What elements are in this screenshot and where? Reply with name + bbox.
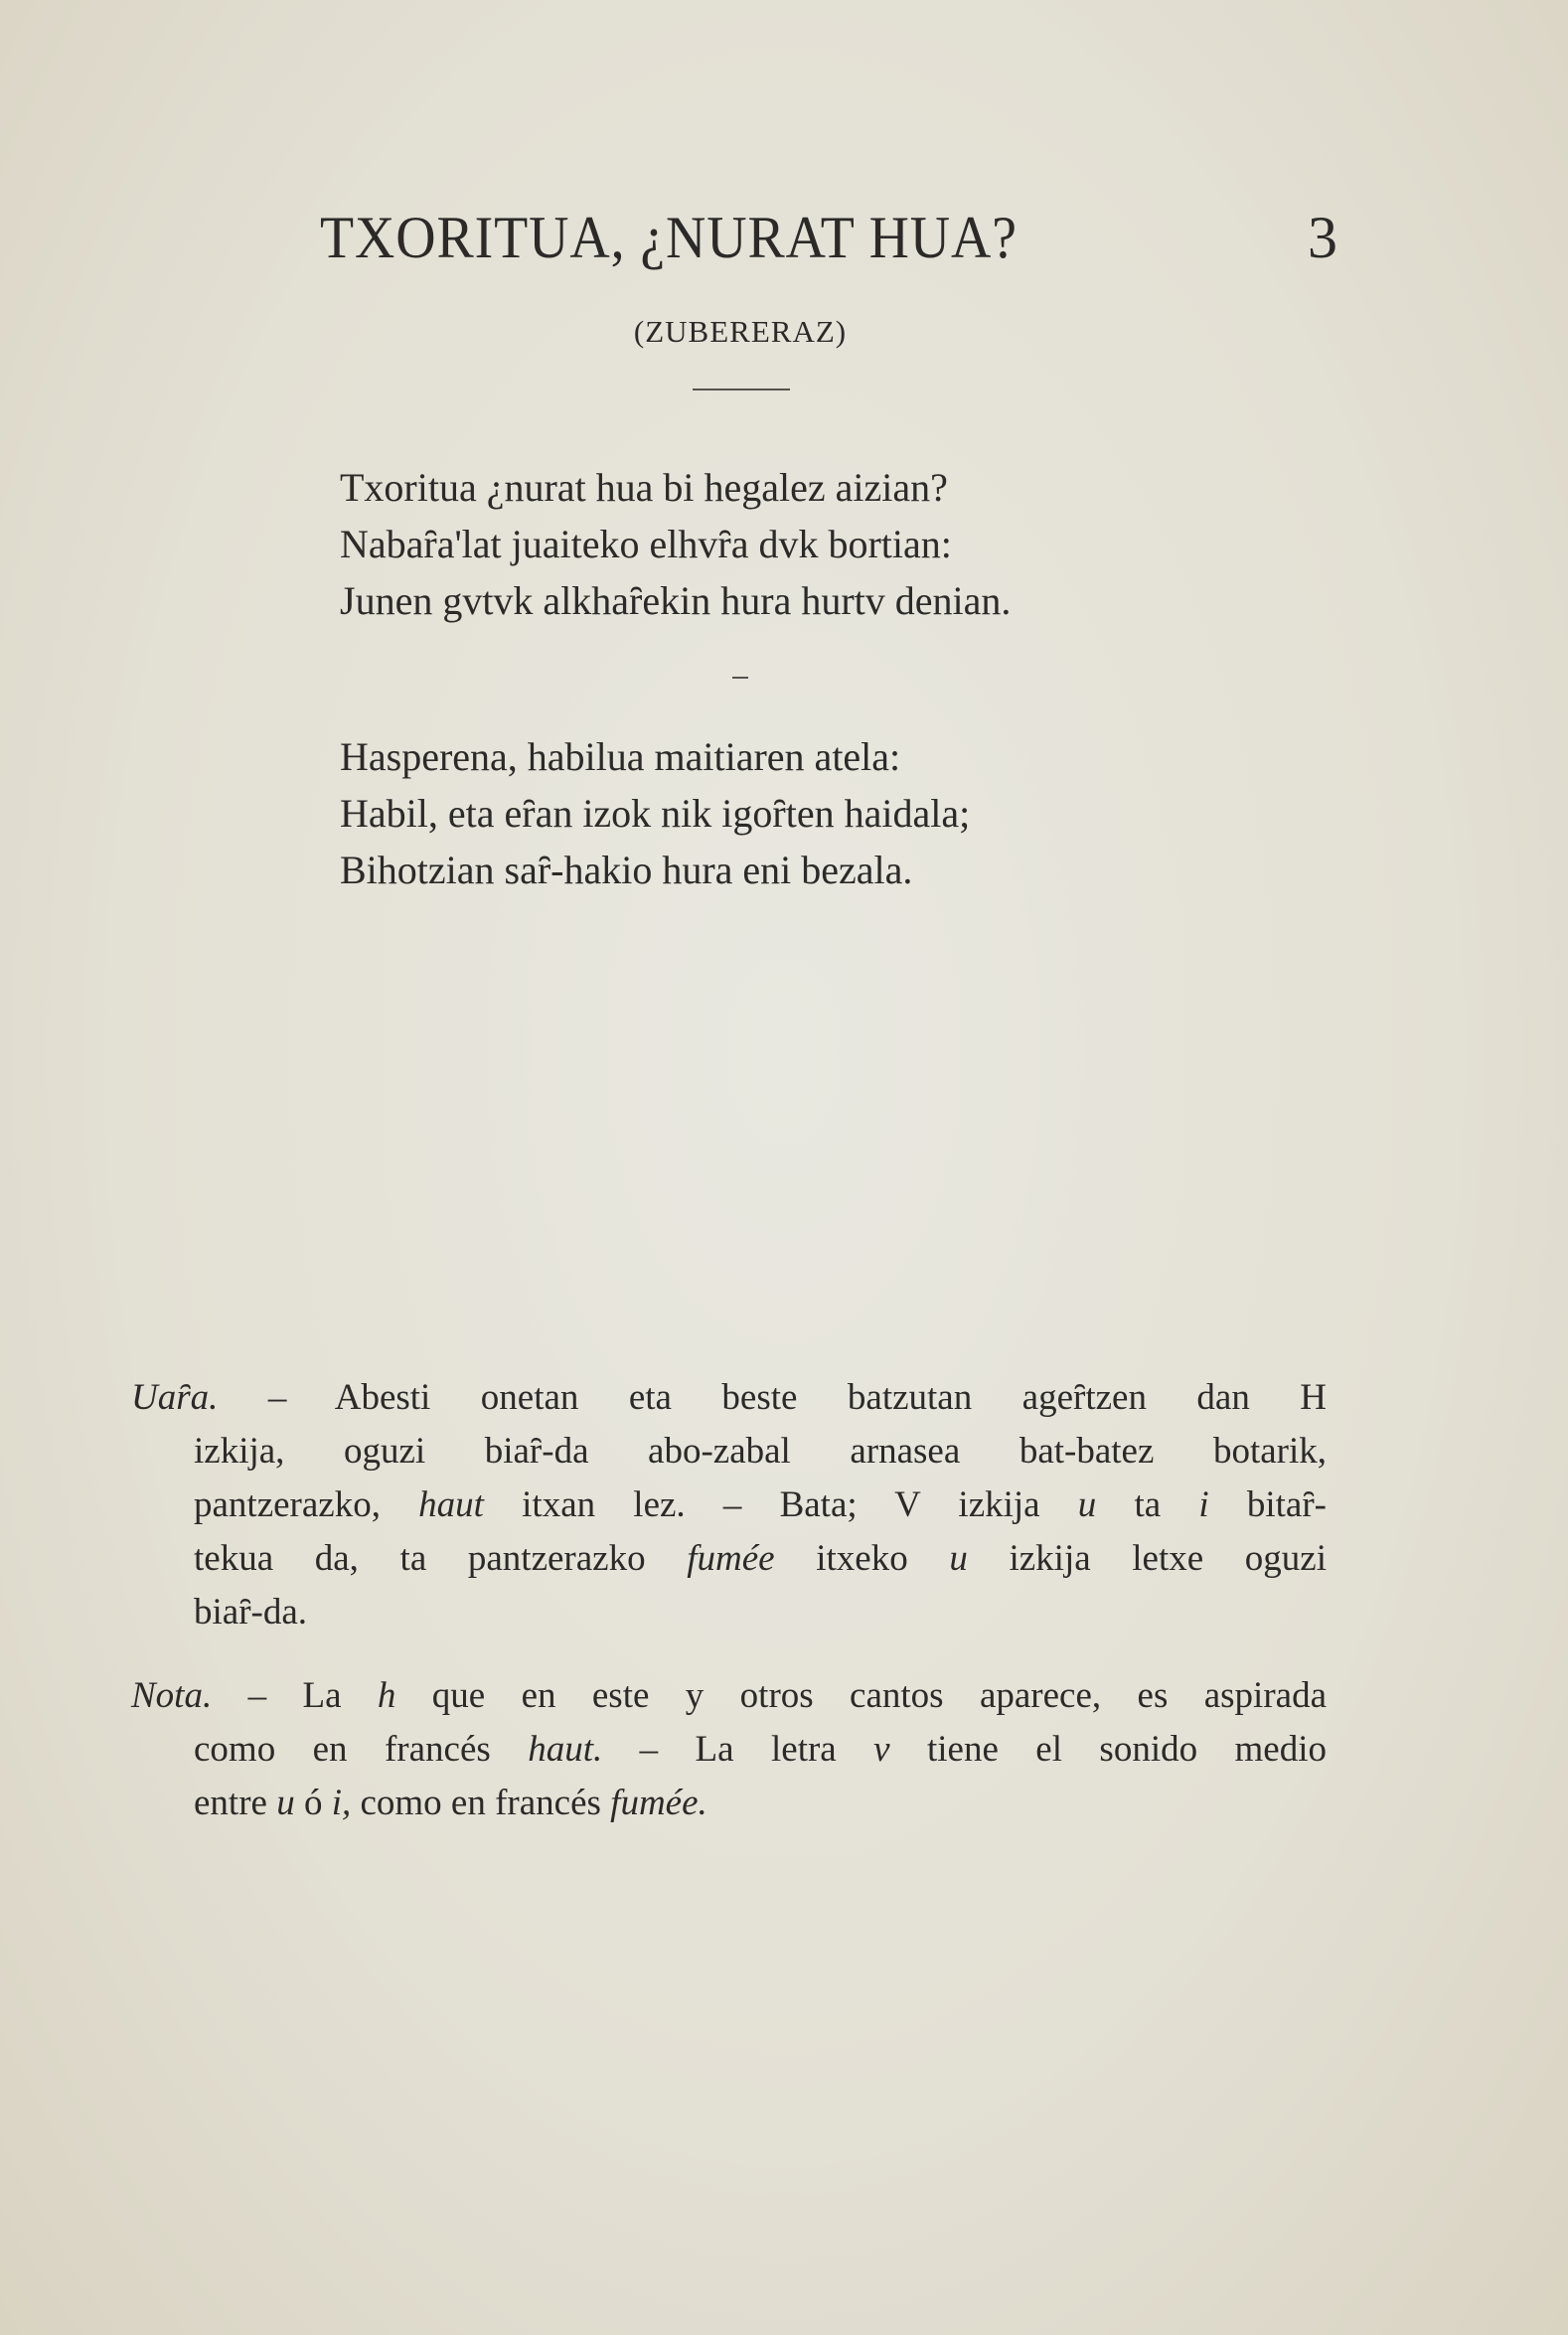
note-line	[194, 1479, 1327, 1532]
note-text: como en francés	[351, 1783, 611, 1823]
title-divider	[693, 389, 790, 390]
stanza-2	[340, 728, 970, 898]
italic-term: v	[873, 1729, 890, 1770]
italic-term: haut.	[528, 1729, 603, 1770]
verse-line: Txoritua ¿nurat hua bi hegalez aizian?	[340, 465, 948, 510]
stanza-divider	[732, 677, 748, 679]
note-spanish	[131, 1669, 1327, 1830]
italic-term: u	[949, 1538, 968, 1579]
italic-term: fumée	[687, 1538, 775, 1579]
note-line	[194, 1777, 1327, 1830]
verse-line: Hasperena, habilua maitiaren atela:	[340, 734, 901, 779]
note-text: izkija letxe oguzi	[967, 1538, 1328, 1579]
note-text: – Abesti onetan eta beste batzutan ageȓtzen dan H	[218, 1377, 1327, 1418]
note-text: – La letra	[602, 1729, 874, 1770]
page-title: TXORITUA, ¿NURAT HUA?	[320, 205, 1018, 270]
page-number: 3	[1308, 205, 1337, 270]
stanza-1	[340, 459, 1011, 629]
note-line	[194, 1532, 1327, 1586]
italic-term: h	[377, 1675, 396, 1716]
note-text: pantzerazko,	[194, 1484, 419, 1525]
verse-line: Junen gvtvk alkhaȓekin hura hurtv denian.	[340, 578, 1012, 623]
verse-line: Nabaȓa'lat juaiteko elhvȓa dvk bortian:	[340, 522, 952, 566]
note-line	[131, 1371, 1327, 1425]
italic-term: fumée.	[610, 1783, 707, 1823]
verse-line: Bihotzian saȓ-hakio hura eni bezala.	[340, 848, 913, 892]
note-basque	[131, 1371, 1327, 1639]
italic-term: Nota.	[131, 1675, 213, 1716]
note-text: como en francés	[194, 1729, 529, 1770]
note-text: – La	[212, 1675, 378, 1716]
note-text: ta	[1096, 1484, 1199, 1525]
note-line	[194, 1723, 1327, 1777]
note-text: entre	[194, 1783, 277, 1823]
italic-term: Uaȓa.	[131, 1377, 219, 1418]
note-text: itxan lez. – Bata; V izkija	[483, 1484, 1078, 1525]
note-text: izkija, oguzi biaȓ-da abo-zabal arnasea bat-batez botarik,	[194, 1431, 1327, 1472]
italic-term: i	[1198, 1484, 1209, 1525]
note-text: bitaȓ-	[1208, 1484, 1327, 1525]
italic-term: haut	[418, 1484, 484, 1525]
italic-term: u	[1077, 1484, 1097, 1525]
italic-term: u	[276, 1783, 295, 1823]
note-text: biaȓ-da.	[194, 1592, 308, 1633]
page-subtitle: (ZUBERERAZ)	[633, 314, 848, 349]
note-text: itxeko	[774, 1538, 950, 1579]
note-line	[131, 1669, 1327, 1723]
note-line	[194, 1425, 1327, 1479]
note-text: que en este y otros cantos aparece, es aspirada	[395, 1675, 1327, 1716]
note-text: tiene el sonido medio	[889, 1729, 1328, 1770]
italic-term: i,	[331, 1783, 352, 1823]
note-text: ó	[294, 1783, 332, 1823]
note-text: tekua da, ta pantzerazko	[194, 1538, 688, 1579]
verse-line: Habil, eta eȓan izok nik igoȓten haidala;	[340, 791, 971, 836]
note-line	[194, 1586, 1327, 1639]
